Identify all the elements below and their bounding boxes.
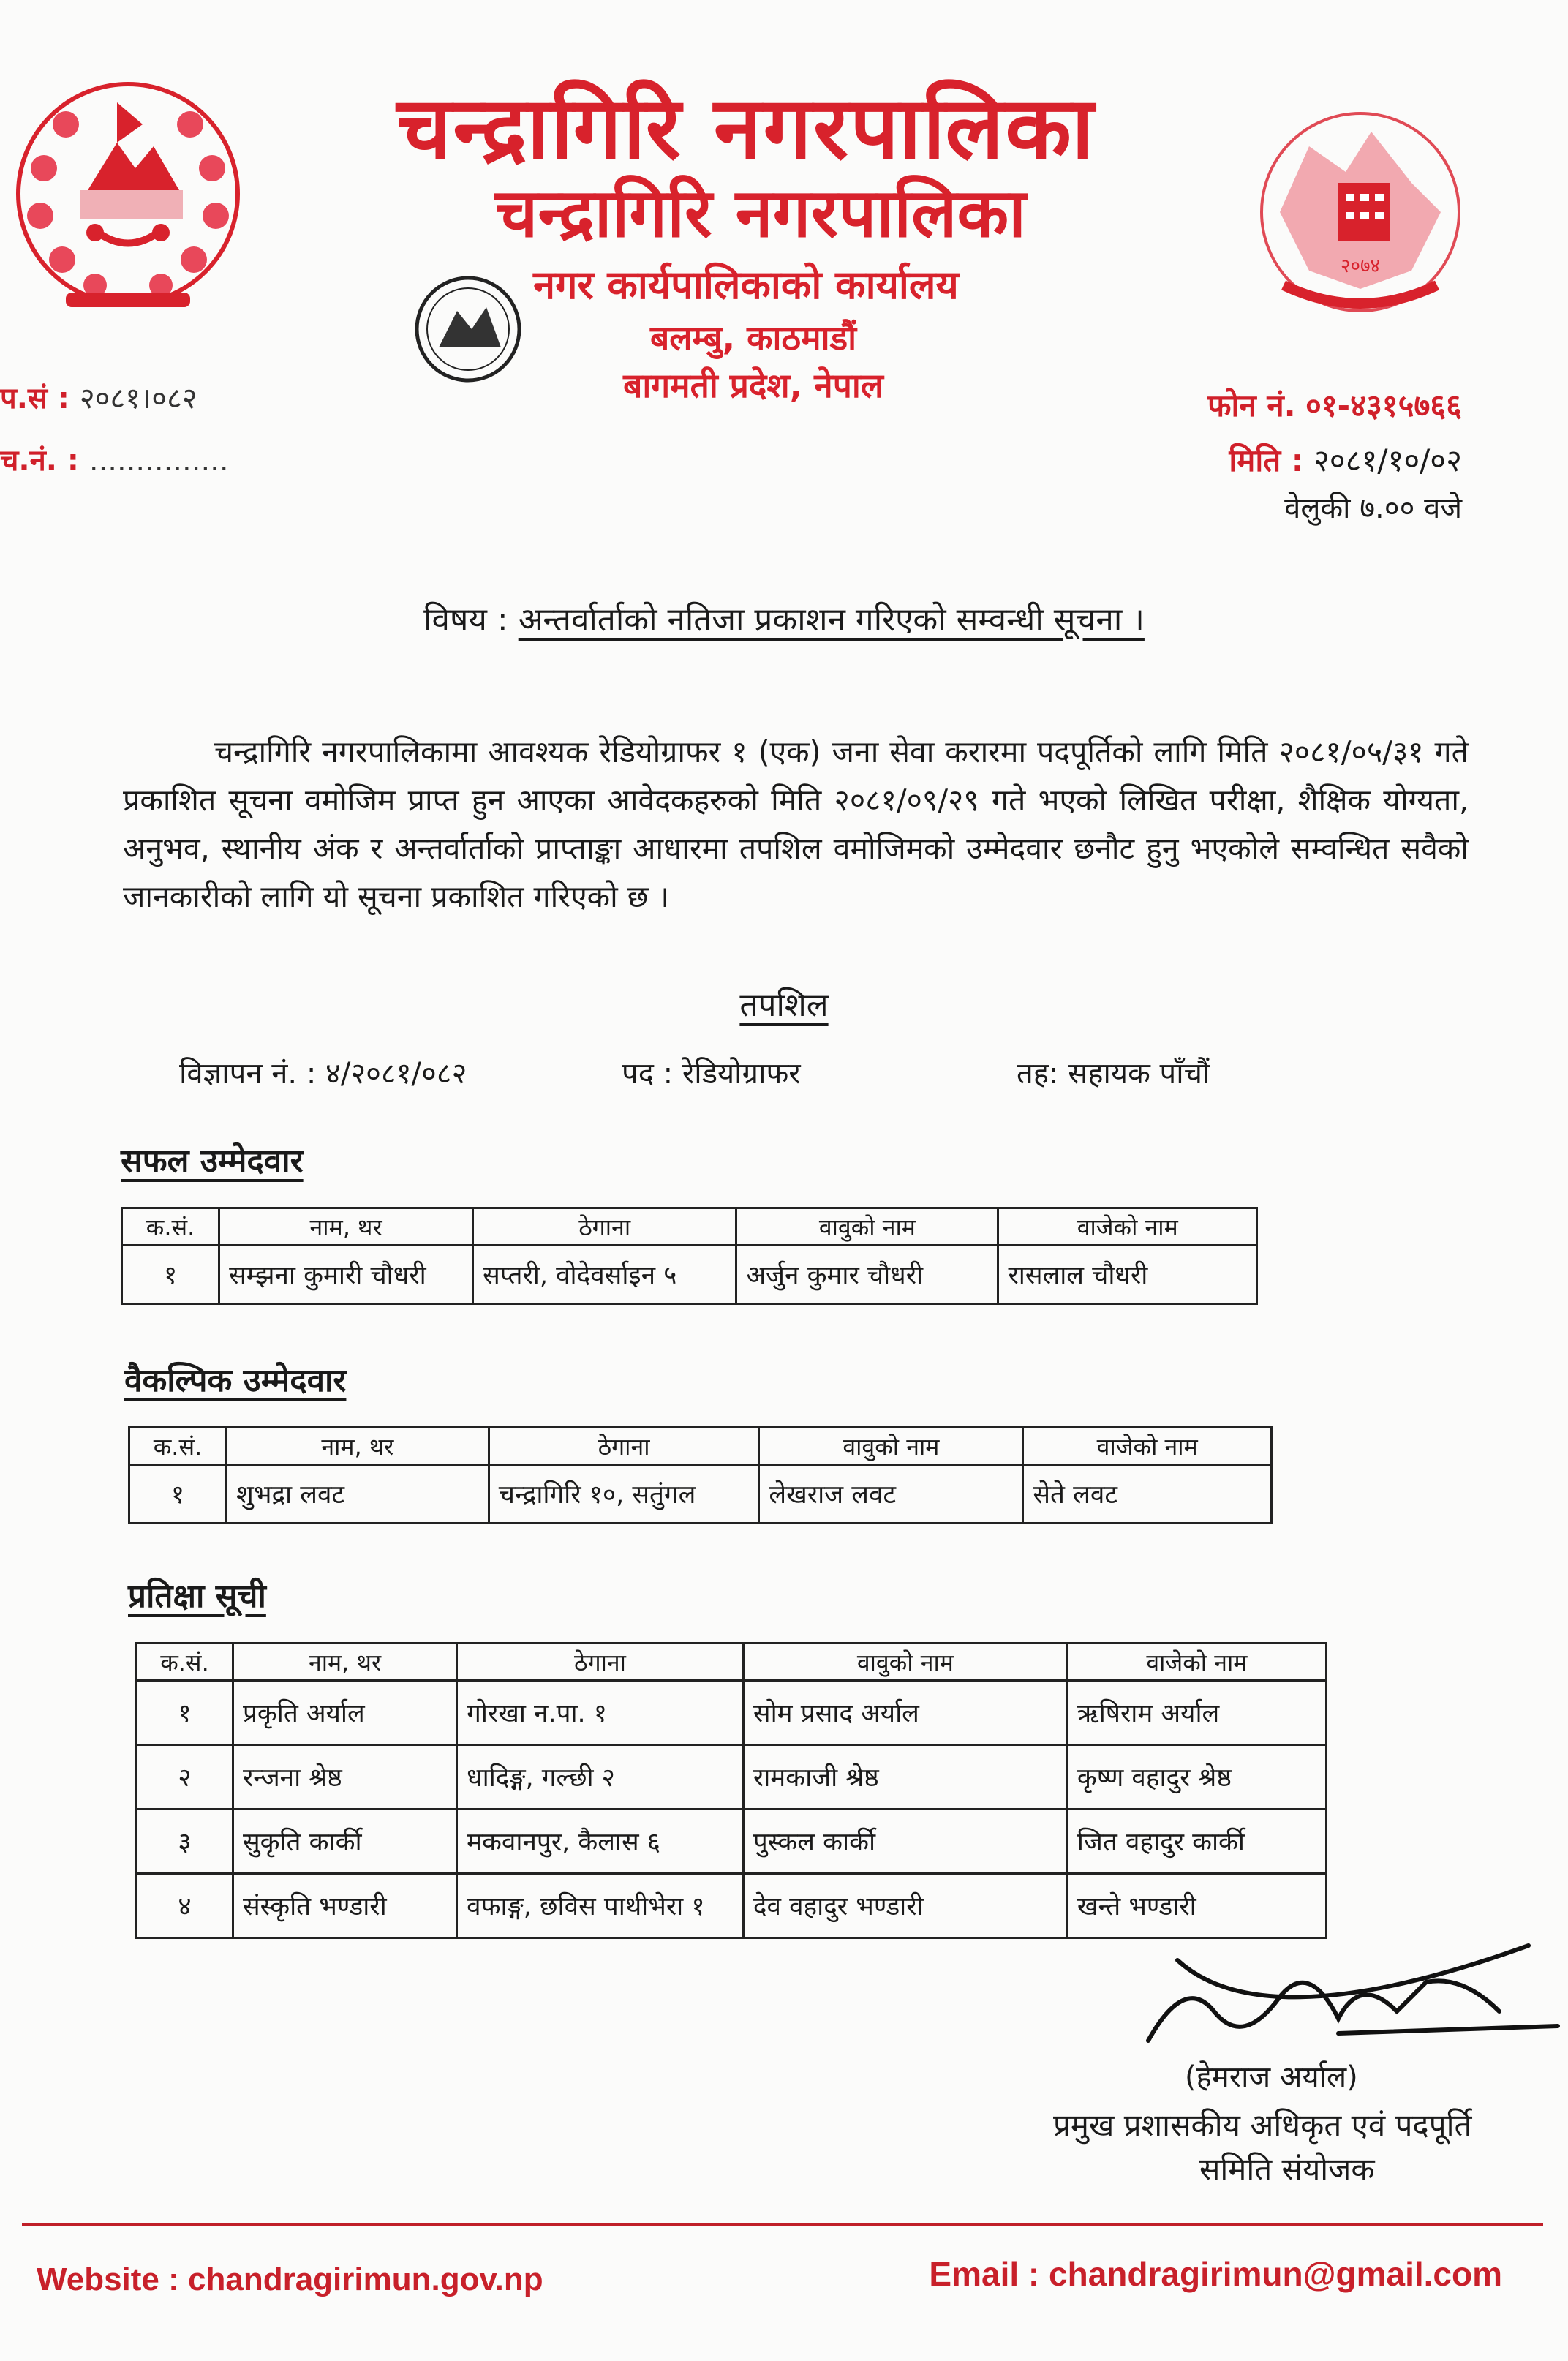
col-grandfather: वाजेको नाम [1067,1643,1326,1681]
signatory-position-1: प्रमुख प्रशासकीय अधिकृत एवं पदपूर्ति [1053,2107,1472,2143]
body-paragraph: चन्द्रागिरि नगरपालिकामा आवश्यक रेडियोग्राफर १ (एक) जना सेवा करारमा पदपूर्तिको लागि मिति २०८१/०५/३१ गते प्रकाशित सूचना वमोजिम प्राप्त हुन आएका आवेदकहरुको मिति २०८१/०९/२९ गते भएको लिखित परीक्षा, शैक्षिक योग्यता, अनुभव, स्थानीय अंक र अन्तर्वार्ताको प्राप्ताङ्का आधारमा तपशिल वमोजिमको उम्मेदवार छनौट हुनु भएकोले सम्वन्धित सवैको जानकारीको लागि यो सूचना प्रकाशित गरिएको छ । [123,734,1469,914]
cell-name: सम्झना कुमारी चौधरी [219,1246,473,1304]
table-row [137,1810,1327,1874]
cell-sn: १ [122,1246,219,1304]
chalani-number: च.नं. : ............... [0,444,229,478]
table-header-row [137,1643,1327,1681]
cell-name: सुकृति कार्की [233,1810,456,1874]
logo-year: २०७४ [1340,255,1381,277]
table-row [137,1745,1327,1810]
advert-number: विज्ञापन नं. : ४/२०८१/०८२ [179,1057,467,1091]
col-address: ठेगाना [457,1643,744,1681]
cell-address: वफाङ्ग, छविस पाथीभेरा १ [457,1874,744,1938]
cell-address: धादिङ्ग, गल्छी २ [457,1745,744,1810]
cell-address: मकवानपुर, कैलास ६ [457,1810,744,1874]
patra-sankhya: प.सं : २०८१।०८२ [0,382,197,415]
table-row [129,1465,1272,1524]
cell-sn: २ [137,1745,233,1810]
time: वेलुकी ७.०० वजे [1284,492,1462,525]
table-row [122,1246,1257,1304]
tapashil-heading: तपशिल [739,987,829,1024]
government-emblem-icon [7,73,249,315]
cell-name: संस्कृति भण्डारी [233,1874,456,1938]
successful-heading: सफल उम्मेदवार [121,1142,304,1180]
col-sn: क.सं. [129,1428,227,1465]
address-line-1: बलम्बु, काठमाडौं [649,318,857,358]
cell-grandfather: कृष्ण वहादुर श्रेष्ठ [1067,1745,1326,1810]
cell-address: चन्द्रागिरि १०, सतुंगल [489,1465,759,1524]
post-level: तह: सहायक पाँचौं [1017,1057,1210,1091]
table-row [137,1681,1327,1745]
waiting-table [135,1642,1327,1939]
col-sn: क.सं. [137,1643,233,1681]
office-name: नगर कार्यपालिकाको कार्यालय [533,262,959,308]
municipality-title-script: चन्द्रागिरि नगरपालिका [495,174,1026,252]
table-header-row [129,1428,1272,1465]
cell-father: अर्जुन कुमार चौधरी [736,1246,998,1304]
cell-father: देव वहादुर भण्डारी [743,1874,1067,1938]
cell-grandfather: ऋषिराम अर्याल [1067,1681,1326,1745]
cell-name: प्रकृति अर्याल [233,1681,456,1745]
col-name: नाम, थर [219,1208,473,1246]
cell-name: शुभद्रा लवट [227,1465,489,1524]
cell-grandfather: रासलाल चौधरी [998,1246,1257,1304]
waiting-heading: प्रतिक्षा सूची [128,1578,266,1615]
col-address: ठेगाना [489,1428,759,1465]
office-stamp [307,267,614,545]
table-header-row [122,1208,1257,1246]
phone-number: फोन नं. ०१-४३१५७६६ [1207,388,1462,423]
col-name: नाम, थर [227,1428,489,1465]
col-sn: क.सं. [122,1208,219,1246]
cell-father: सोम प्रसाद अर्याल [743,1681,1067,1745]
cell-address: सप्तरी, वोदेवर्साइन ५ [473,1246,736,1304]
footer-divider [22,2223,1543,2226]
alternate-heading: वैकल्पिक उम्मेदवार [124,1362,347,1399]
footer-website: Website : chandragirimun.gov.np [37,2262,543,2297]
col-father: वावुको नाम [736,1208,998,1246]
post-name: पद : रेडियोग्राफर [622,1057,801,1091]
subject-text: अन्तर्वार्ताको नतिजा प्रकाशन गरिएको सम्वन्धी सूचना । [518,601,1145,639]
cell-father: रामकाजी श्रेष्ठ [743,1745,1067,1810]
successful-table [121,1207,1258,1305]
subject-line [0,596,1568,640]
address-line-2: बागमती प्रदेश, नेपाल [623,366,883,405]
col-address: ठेगाना [473,1208,736,1246]
col-father: वावुको नाम [743,1643,1067,1681]
cell-sn: ४ [137,1874,233,1938]
table-row [137,1874,1327,1938]
stamp-emblem-icon [307,267,614,545]
municipality-title: चन्द्रागिरि नगरपालिका [396,78,1096,178]
cell-grandfather: खन्ते भण्डारी [1067,1874,1326,1938]
cell-sn: १ [129,1465,227,1524]
cell-name: रन्जना श्रेष्ठ [233,1745,456,1810]
municipality-logo-icon [1243,102,1477,322]
cell-sn: ३ [137,1810,233,1874]
footer-email: Email : chandragirimun@gmail.com [929,2255,1502,2293]
cell-sn: १ [137,1681,233,1745]
cell-address: गोरखा न.पा. १ [457,1681,744,1745]
col-name: नाम, थर [233,1643,456,1681]
signatory-position-2: समिति संयोजक [1199,2151,1375,2187]
subject-label: विषय : [423,601,508,639]
alternate-table [128,1426,1273,1524]
col-grandfather: वाजेको नाम [1023,1428,1272,1465]
col-grandfather: वाजेको नाम [998,1208,1257,1246]
signatory-name: (हेमराज अर्याल) [1185,2060,1358,2094]
cell-grandfather: सेते लवट [1023,1465,1272,1524]
cell-grandfather: जित वहादुर कार्की [1067,1810,1326,1874]
cell-father: पुस्कल कार्की [743,1810,1067,1874]
col-father: वावुको नाम [759,1428,1023,1465]
date: मिति : २०८१/१०/०२ [1229,443,1462,478]
cell-father: लेखराज लवट [759,1465,1023,1524]
